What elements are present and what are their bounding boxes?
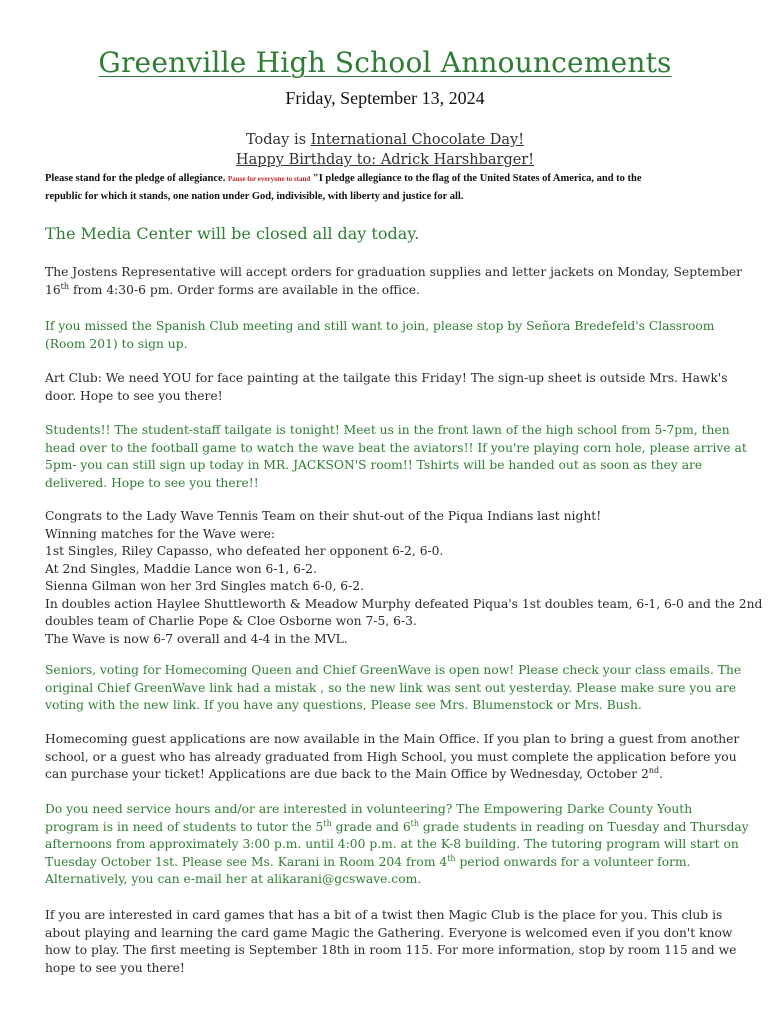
tennis-line-3: 1st Singles, Riley Capasso, who defeated her opponent 6-2, 6-0. bbox=[45, 544, 444, 558]
jostens-line-1: The Jostens Representative will accept orders for graduation supplies and letter jackets on Monday, September bbox=[45, 265, 742, 279]
homecoming-vote-line-1: Seniors, voting for Homecoming Queen and Chief GreenWave is open now! Please check your class emails. The bbox=[45, 663, 742, 677]
tailgate-line-3: 5pm- you can still sign up today in MR. JACKSON'S room!! Tshirts will be handed out as soon as they are bbox=[45, 458, 703, 472]
spanish-line-2: (Room 201) to sign up. bbox=[45, 336, 188, 351]
spanish-line-1: If you missed the Spanish Club meeting and still want to join, please stop by Señora Bredefeld's Classroom bbox=[45, 319, 715, 333]
homecoming-guest-line-1: Homecoming guest applications are now available in the Main Office. If you plan to bring a guest from another bbox=[45, 732, 740, 746]
service-period-suffix: th bbox=[447, 853, 456, 863]
media-center-notice: The Media Center will be closed all day today. bbox=[45, 224, 420, 243]
magic-line-2: about playing and learning the card game Magic the Gathering. Everyone is welcomed even if you don't know bbox=[45, 925, 733, 940]
service-line-4b: period onwards for a volunteer form. bbox=[455, 854, 691, 869]
service-grade5-suffix: th bbox=[323, 818, 332, 828]
tennis-line-7: doubles team of Charlie Pope & Cloe Osborne won 7-5, 6-3. bbox=[45, 614, 417, 628]
homecoming-guest-announcement bbox=[45, 731, 740, 784]
tennis-line-1: Congrats to the Lady Wave Tennis Team on their shut-out of the Piqua Indians last night! bbox=[45, 509, 602, 523]
pledge-intro: Please stand for the pledge of allegiance. bbox=[45, 173, 228, 184]
homecoming-guest-line-2: school, or a guest who has already graduated from High School, you must complete the application before you bbox=[45, 749, 737, 764]
service-line-2a: program is in need of students to tutor the 5 bbox=[45, 819, 324, 834]
pledge-text-1: "I pledge allegiance to the flag of the United States of America, and to the bbox=[310, 173, 642, 184]
tennis-line-2: Winning matches for the Wave were: bbox=[45, 526, 275, 541]
service-grade6-suffix: th bbox=[410, 818, 420, 828]
tailgate-line-2: head over to the football game to watch the wave beat the aviators!! If you're playing corn hole, please arrive at bbox=[45, 440, 747, 455]
magic-line-4: hope to see you there! bbox=[45, 960, 185, 975]
birthday-line: Happy Birthday to: Adrick Harshbarger! bbox=[235, 152, 535, 168]
service-line-4a: Tuesday October 1st. Please see Ms. Karani in Room 204 from 4 bbox=[45, 854, 448, 869]
jostens-date: 16 bbox=[45, 282, 61, 297]
tailgate-line-4: delivered. Hope to see you there!! bbox=[45, 475, 259, 490]
tailgate-line-1: Students!! The student-staff tailgate is tonight! Meet us in the front lawn of the high school from 5-7pm, then bbox=[45, 423, 730, 437]
today-prefix: Today is bbox=[245, 132, 311, 148]
service-line-2c: grade students in reading on Tuesday and Thursday bbox=[419, 819, 749, 834]
spanish-club-announcement bbox=[45, 318, 730, 353]
service-line-1: Do you need service hours and/or are interested in volunteering? The Empowering Darke County Youth bbox=[45, 802, 693, 816]
tennis-line-8: The Wave is now 6-7 overall and 4-4 in the MVL. bbox=[45, 631, 348, 646]
art-line-1: Art Club: We need YOU for face painting at the tailgate this Friday! The sign-up sheet is outside Mrs. Hawk's bbox=[45, 371, 728, 385]
jostens-line-2: from 4:30-6 pm. Order forms are available in the office. bbox=[69, 282, 420, 297]
homecoming-vote-line-2: original Chief GreenWave link had a mistak , so the new link was sent out yesterday. Please make sure you are bbox=[45, 680, 737, 695]
pledge-text-2: republic for which it stands, one nation under God, indivisible, with liberty and justice for all. bbox=[45, 191, 464, 202]
magic-line-1: If you are interested in card games that has a bit of a twist then Magic Club is the place for you. This club is bbox=[45, 908, 723, 922]
pledge-section bbox=[45, 170, 735, 206]
tennis-line-5: Sienna Gilman won her 3rd Singles match 6-0, 6-2. bbox=[45, 579, 365, 593]
art-club-announcement bbox=[45, 370, 730, 405]
today-section bbox=[0, 130, 770, 170]
service-line-3: afternoons from approximately 3:00 p.m. until 4:00 p.m. at the K-8 building. The tutoring program will start on bbox=[45, 837, 739, 851]
homecoming-guest-line-3-end: . bbox=[659, 767, 664, 781]
art-line-2: door. Hope to see you there! bbox=[45, 388, 223, 403]
service-hours-announcement bbox=[45, 801, 749, 889]
today-day-name: International Chocolate Day! bbox=[310, 132, 525, 148]
jostens-announcement bbox=[45, 264, 742, 299]
pledge-pause-note: Pause for everyone to stand bbox=[227, 175, 311, 183]
service-line-2b: grade and 6 bbox=[331, 819, 411, 834]
tailgate-announcement bbox=[45, 422, 747, 492]
jostens-date-suffix: th bbox=[60, 281, 70, 291]
service-line-5: Alternatively, you can e-mail her at alikarani@gcswave.com. bbox=[45, 872, 422, 886]
announcement-date: Friday, September 13, 2024 bbox=[285, 88, 485, 108]
homecoming-vote-announcement bbox=[45, 662, 742, 715]
tennis-line-6: In doubles action Haylee Shuttleworth & Meadow Murphy defeated Piqua's 1st doubles team, 6-1, 6-0 and the 2nd bbox=[45, 596, 763, 611]
homecoming-guest-line-3: can purchase your ticket! Applications are due back to the Main Office by Wednesday, October 2 bbox=[45, 767, 649, 781]
today-line bbox=[0, 130, 770, 150]
magic-club-announcement bbox=[45, 907, 737, 977]
tennis-line-4: At 2nd Singles, Maddie Lance won 6-1, 6-2. bbox=[45, 561, 317, 576]
tennis-announcement bbox=[45, 508, 763, 648]
page-title: Greenville High School Announcements bbox=[98, 46, 672, 79]
magic-line-3: how to play. The first meeting is September 18th in room 115. For more information, stop by room 115 and we bbox=[45, 943, 737, 957]
homecoming-guest-date-suffix: nd bbox=[648, 765, 660, 775]
homecoming-vote-line-3: voting with the new link. If you have any questions, Please see Mrs. Blumenstock or Mrs. Bush. bbox=[45, 698, 642, 712]
